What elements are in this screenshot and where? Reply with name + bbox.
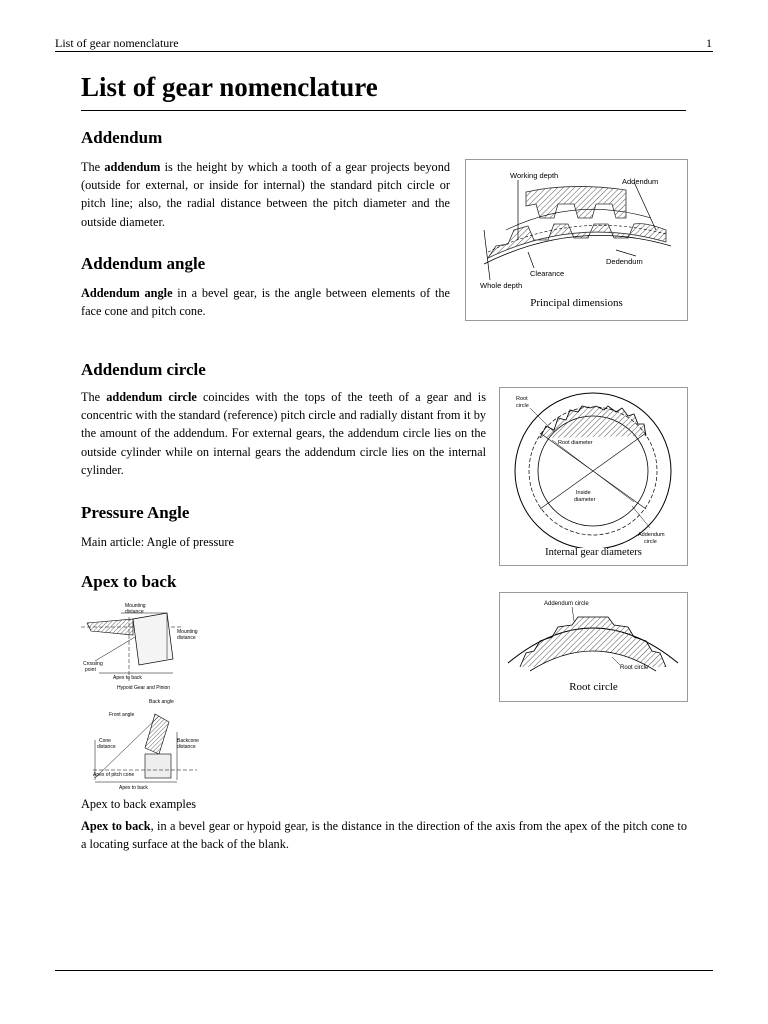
label-clearance: Clearance: [530, 269, 565, 278]
label-mounting-distance-top-1: Mounting: [125, 603, 146, 609]
label-hypoid-apex-to-back: Apex to back: [113, 675, 142, 681]
label-root-circle-1: Root: [516, 396, 528, 402]
label-addendum-circle-1: Addendum: [638, 532, 665, 538]
caption-root-circle: Root circle: [569, 681, 618, 693]
label-cone-distance-2: distance: [97, 744, 116, 750]
label-backcone-distance-1: Backcone: [177, 738, 199, 744]
label-root-diameter: Root diameter: [558, 440, 593, 446]
heading-addendum-circle: Addendum circle: [81, 360, 206, 379]
running-header-title: List of gear nomenclature: [55, 36, 179, 50]
caption-principal-dimensions: Principal dimensions: [530, 297, 623, 309]
internal-gear-diagram: [500, 388, 687, 548]
caption-apex-to-back-examples: Apex to back examples: [81, 797, 197, 811]
page-title: List of gear nomenclature: [81, 72, 378, 102]
label-root-circle: Root circle: [620, 665, 649, 671]
label-mounting-distance-side-2: distance: [177, 635, 196, 641]
label-addendum-circle-2: circle: [644, 539, 657, 545]
page-number: 1: [706, 36, 712, 50]
bevel-gear-diagram: [81, 696, 205, 792]
label-bevel-apex-to-back: Apex to back: [119, 785, 148, 791]
figure-principal-dimensions: [465, 159, 688, 321]
label-whole-depth: Whole depth: [480, 281, 523, 290]
root-circle-diagram: [500, 593, 687, 683]
paragraph-addendum-angle: Addendum angle in a bevel gear, is the angle between elements of the face cone and pitch cone.: [81, 286, 450, 319]
paragraph-apex-to-back: Apex to back, in a bevel gear or hypoid gear, is the distance in the direction of the axis from the apex of the pitch cone to a locating surface at the back of the blank.: [81, 819, 687, 852]
label-mounting-distance-side-1: Mounting: [177, 629, 198, 635]
label-inside-diameter-1: Inside: [576, 490, 591, 496]
heading-addendum: Addendum: [81, 128, 163, 147]
label-root-circle-2: circle: [516, 403, 529, 409]
label-cone-distance-1: Cone: [99, 738, 111, 744]
paragraph-pressure-angle: Main article: Angle of pressure: [81, 535, 234, 549]
label-addendum: Addendum: [622, 177, 659, 186]
paragraph-addendum-circle: The addendum circle coincides with the tops of the teeth of a gear and is concentric with the standard (reference) pitch circle and radially distant from it by the amount of the addendum. For external gears, the addendum circle lies on the outside cylinder while on internal gears the addendum circle lies on the internal cylinder.: [81, 390, 486, 477]
paragraph-addendum: The addendum is the height by which a tooth of a gear projects beyond (outside for external, or inside for internal) the standard pitch circle or pitch line; also, the radial distance between the pitch diameter and the outside diameter.: [81, 160, 450, 229]
label-dedendum: Dedendum: [606, 257, 643, 266]
figure-root-circle: [499, 592, 688, 702]
label-working-depth: Working depth: [510, 171, 559, 180]
label-back-angle: Back angle: [149, 699, 174, 705]
figure-internal-gear-diameters: [499, 387, 688, 566]
label-inside-diameter-2: diameter: [574, 497, 596, 503]
title-rule: [81, 110, 686, 111]
caption-internal-gear-diameters: Internal gear diameters: [545, 547, 642, 558]
principal-dimensions-diagram: [466, 160, 687, 300]
label-backcone-distance-2: distance: [177, 744, 196, 750]
header-rule: [55, 51, 713, 52]
heading-pressure-angle: Pressure Angle: [81, 503, 190, 522]
label-hypoid-caption: Hypoid Gear and Pinion: [117, 685, 171, 691]
label-apex-of-pitch-cone: Apex of pitch cone: [93, 772, 135, 778]
heading-addendum-angle: Addendum angle: [81, 254, 206, 273]
label-crossing-point-2: point: [85, 667, 96, 673]
label-front-angle: Front angle: [109, 712, 135, 718]
hypoid-gear-diagram: [81, 601, 205, 693]
heading-apex-to-back: Apex to back: [81, 572, 177, 591]
footer-rule: [55, 970, 713, 971]
label-root-addendum-circle: Addendum circle: [544, 601, 589, 607]
label-crossing-point-1: Crossing: [83, 661, 103, 667]
label-mounting-distance-top-2: distance: [125, 609, 144, 615]
